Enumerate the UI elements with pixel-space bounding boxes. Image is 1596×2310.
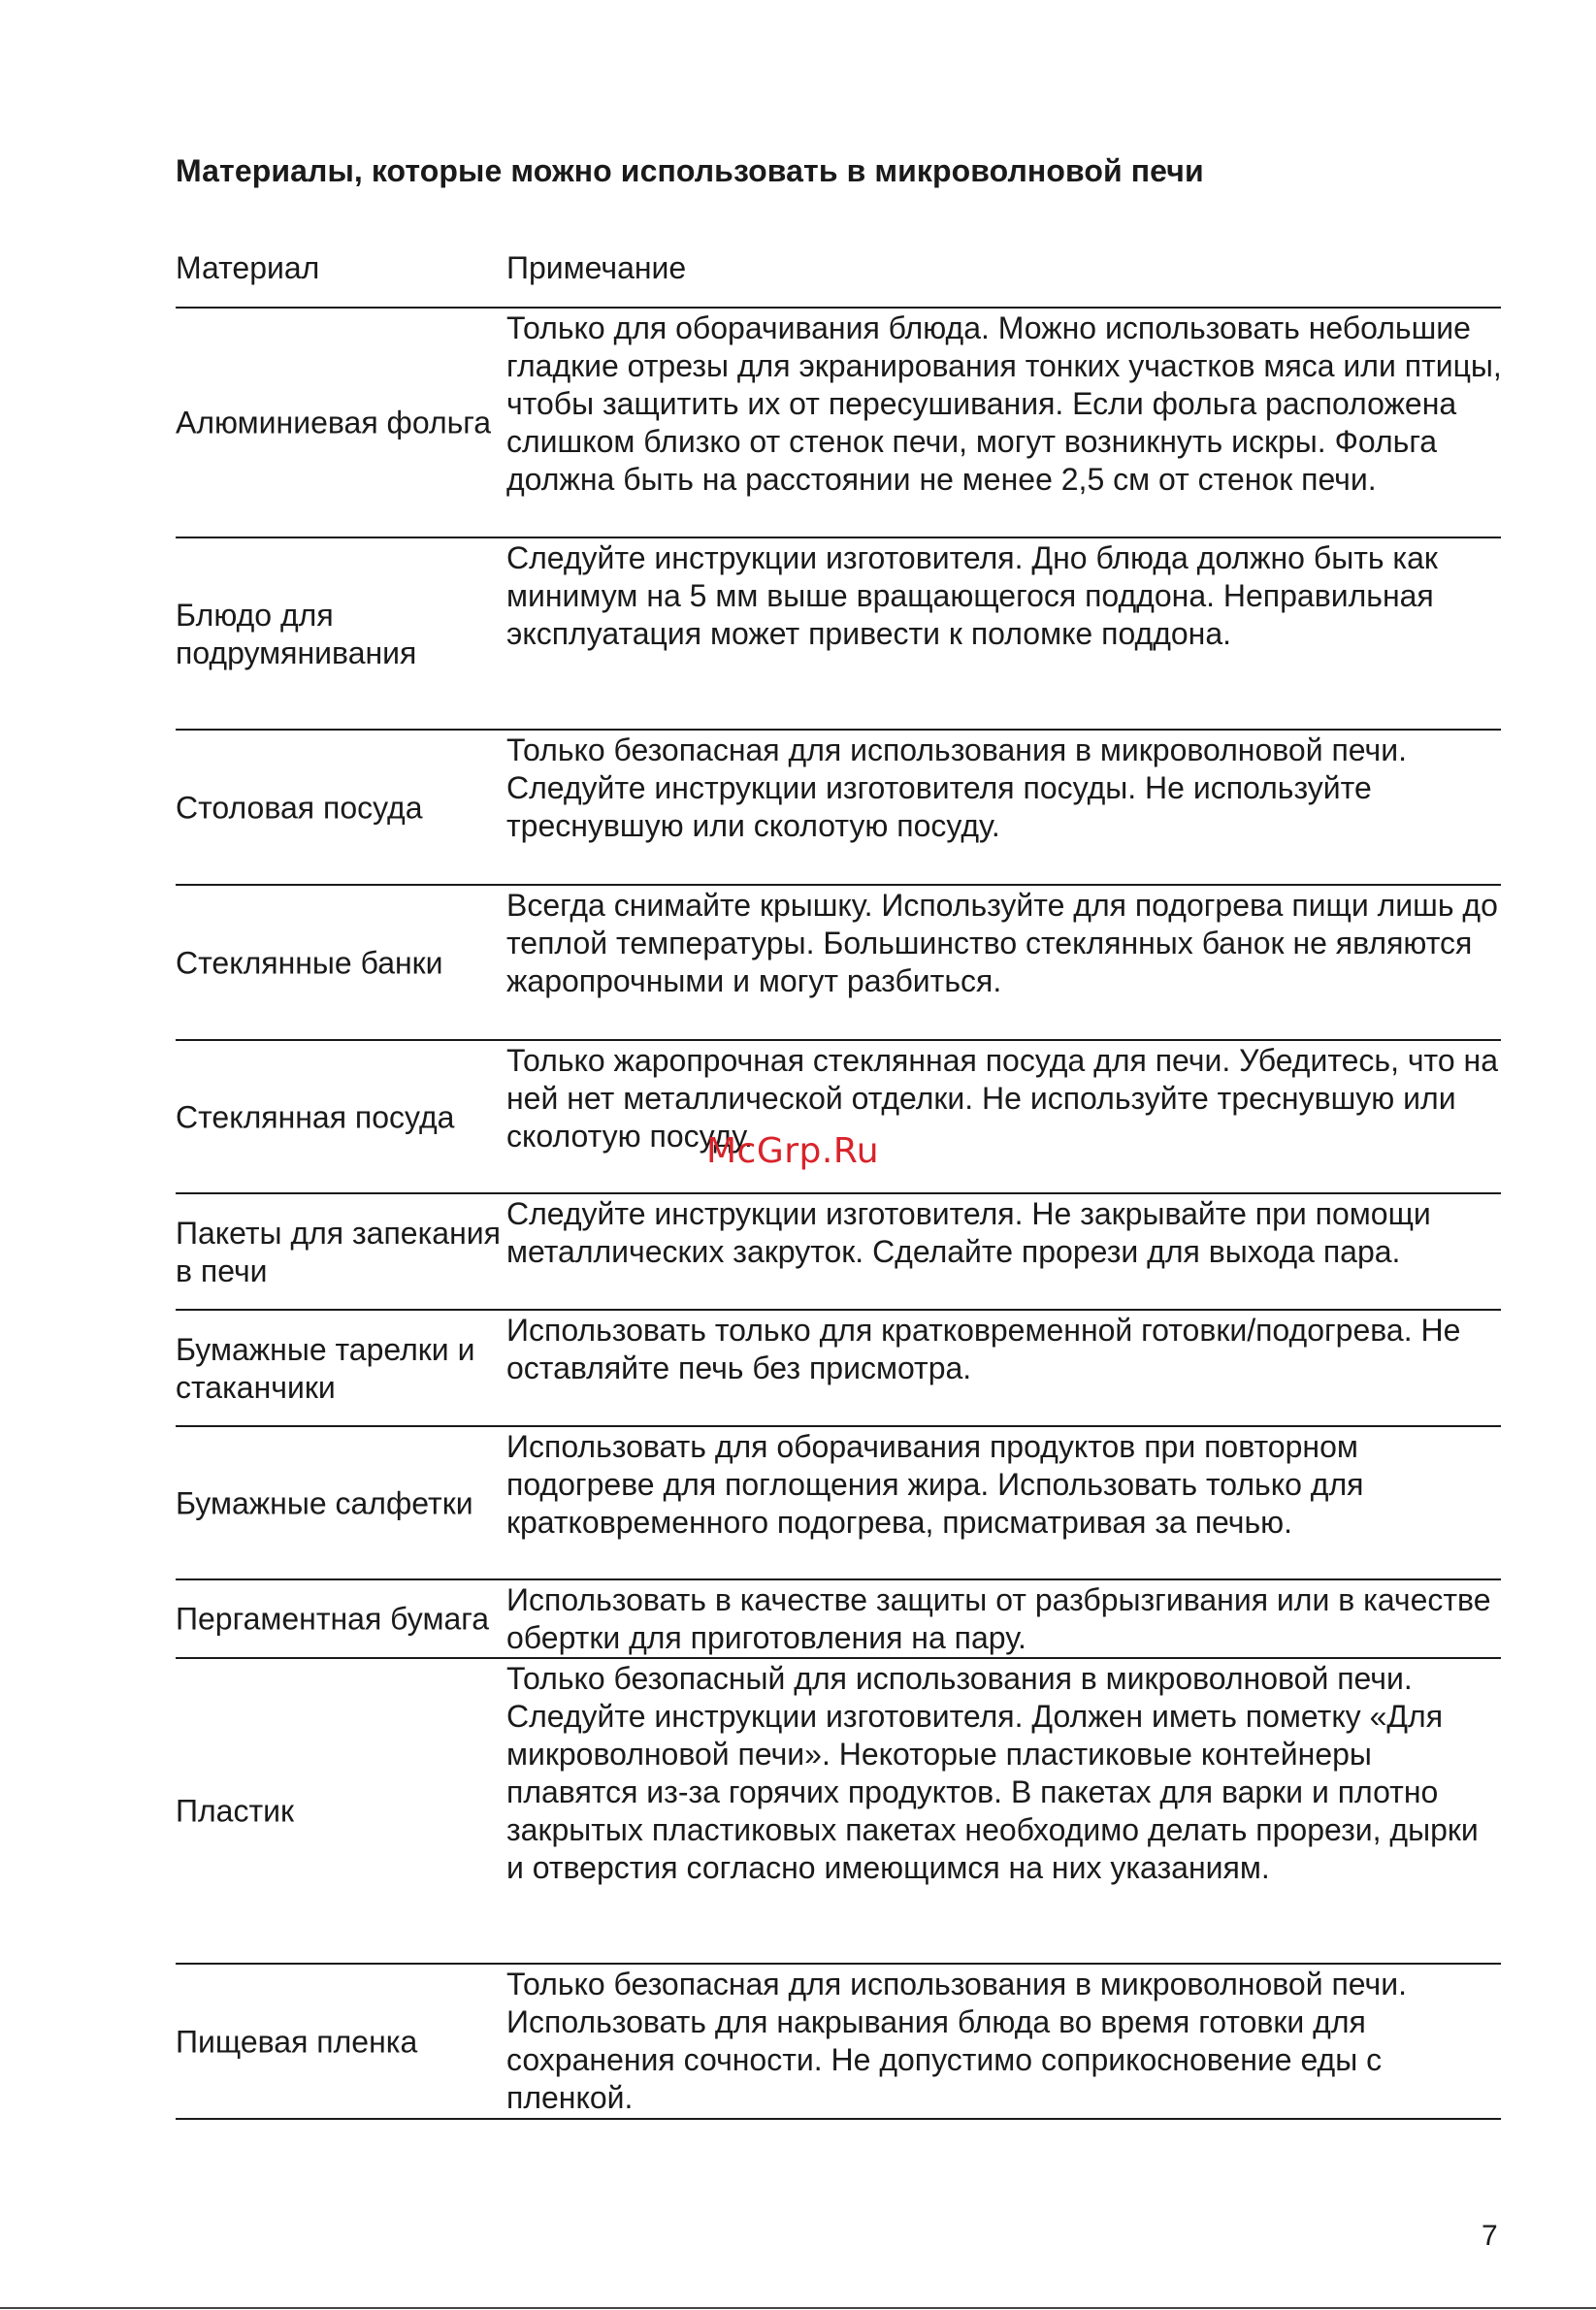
row-material: Стеклянная посуда bbox=[176, 1099, 455, 1134]
page-bottom-divider bbox=[0, 2307, 1596, 2309]
table-rule bbox=[176, 1657, 1501, 1659]
page-title: Материалы, которые можно использовать в микроволновой печи bbox=[176, 153, 1204, 188]
row-material: Бумажные тарелки и стаканчики bbox=[176, 1331, 475, 1405]
row-material: Блюдо для подрумянивания bbox=[176, 597, 417, 670]
row-material: Стеклянные банки bbox=[176, 945, 443, 980]
row-note: Только жаропрочная стеклянная посуда для печи. Убедитесь, что на ней нет металлической отделки. Не используйте треснувшую или сколотую посуду. bbox=[506, 1043, 1498, 1154]
row-material: Алюминиевая фольга bbox=[176, 405, 492, 440]
watermark: McGrp.Ru bbox=[706, 1131, 880, 1171]
row-note: Следуйте инструкции изготовителя. Не закрывайте при помощи металлических закруток. Сделайте прорези для выхода пара. bbox=[506, 1196, 1431, 1269]
table-row bbox=[176, 539, 1501, 729]
row-material: Пищевая пленка bbox=[176, 2024, 418, 2059]
row-note: Только безопасная для использования в микроволновой печи. Следуйте инструкции изготовителя посуды. Не используйте треснувшую или сколотую посуду. bbox=[506, 732, 1407, 843]
table-row bbox=[176, 1660, 1501, 1963]
table-row bbox=[176, 1312, 1501, 1425]
table-row bbox=[176, 887, 1501, 1039]
row-material: Пергаментная бумага bbox=[176, 1601, 489, 1637]
table-rule bbox=[176, 1309, 1501, 1311]
table-header bbox=[176, 246, 1501, 307]
table-row bbox=[176, 1428, 1501, 1578]
row-note: Только для оборачивания блюда. Можно использовать небольшие гладкие отрезы для экранирования тонких участков мяса или птицы, чтобы защитить их от пересушивания. Если фольга расположена слишком близко от стенок печи, могут возникнуть искры. Фольга должна быть на расстоянии не менее 2,5 см от стенок печи. bbox=[506, 310, 1502, 497]
table-row bbox=[176, 309, 1501, 537]
row-note: Использовать только для кратковременной готовки/подогрева. Не оставляйте печь без присмотра. bbox=[506, 1313, 1461, 1385]
table-rule bbox=[176, 729, 1501, 731]
table-row bbox=[176, 1195, 1501, 1309]
table-rule bbox=[176, 537, 1501, 538]
row-note: Только безопасная для использования в микроволновой печи. Использовать для накрывания блюда во время готовки для сохранения сочности. Не допустимо соприкосновение еды с пленкой. bbox=[506, 1967, 1407, 2115]
table-rule bbox=[176, 1425, 1501, 1427]
page-number: 7 bbox=[1482, 2220, 1498, 2252]
table-rule bbox=[176, 307, 1501, 309]
row-material: Пластик bbox=[176, 1793, 294, 1829]
column-header-note: Примечание bbox=[506, 250, 687, 285]
row-material: Пакеты для запекания в печи bbox=[176, 1215, 501, 1288]
table-rule bbox=[176, 1039, 1501, 1041]
table-row bbox=[176, 1966, 1501, 2118]
table-rule bbox=[176, 1192, 1501, 1194]
table-row bbox=[176, 1581, 1501, 1657]
table-rule bbox=[176, 884, 1501, 886]
row-note: Только безопасный для использования в микроволновой печи. Следуйте инструкции изготовителя. Должен иметь пометку «Для микроволновой печи». Некоторые пластиковые контейнеры плавятся из-за горячих продуктов. В пакетах для варки и плотно закрытых пластиковых пакетах необходимо делать прорези, дырки и отверстия согласно имеющимся на них указаниям. bbox=[506, 1661, 1479, 1885]
table-rule bbox=[176, 2118, 1501, 2120]
column-header-material: Материал bbox=[176, 250, 320, 285]
table-rule bbox=[176, 1578, 1501, 1580]
row-note: Всегда снимайте крышку. Используйте для подогрева пищи лишь до теплой температуры. Большинство стеклянных банок не являются жаропрочными и могут разбиться. bbox=[506, 888, 1498, 998]
row-note: Следуйте инструкции изготовителя. Дно блюда должно быть как минимум на 5 мм выше вращающегося поддона. Неправильная эксплуатация может привести к поломке поддона. bbox=[506, 540, 1438, 651]
row-note: Использовать в качестве защиты от разбрызгивания или в качестве обертки для приготовления на пару. bbox=[506, 1582, 1491, 1655]
row-material: Бумажные салфетки bbox=[176, 1485, 473, 1520]
row-note: Использовать для оборачивания продуктов при повторном подогреве для поглощения жира. Использовать только для кратковременного подогрева, присматривая за печью. bbox=[506, 1429, 1364, 1540]
table-rule bbox=[176, 1963, 1501, 1965]
table-row bbox=[176, 732, 1501, 884]
row-material: Столовая посуда bbox=[176, 790, 423, 825]
